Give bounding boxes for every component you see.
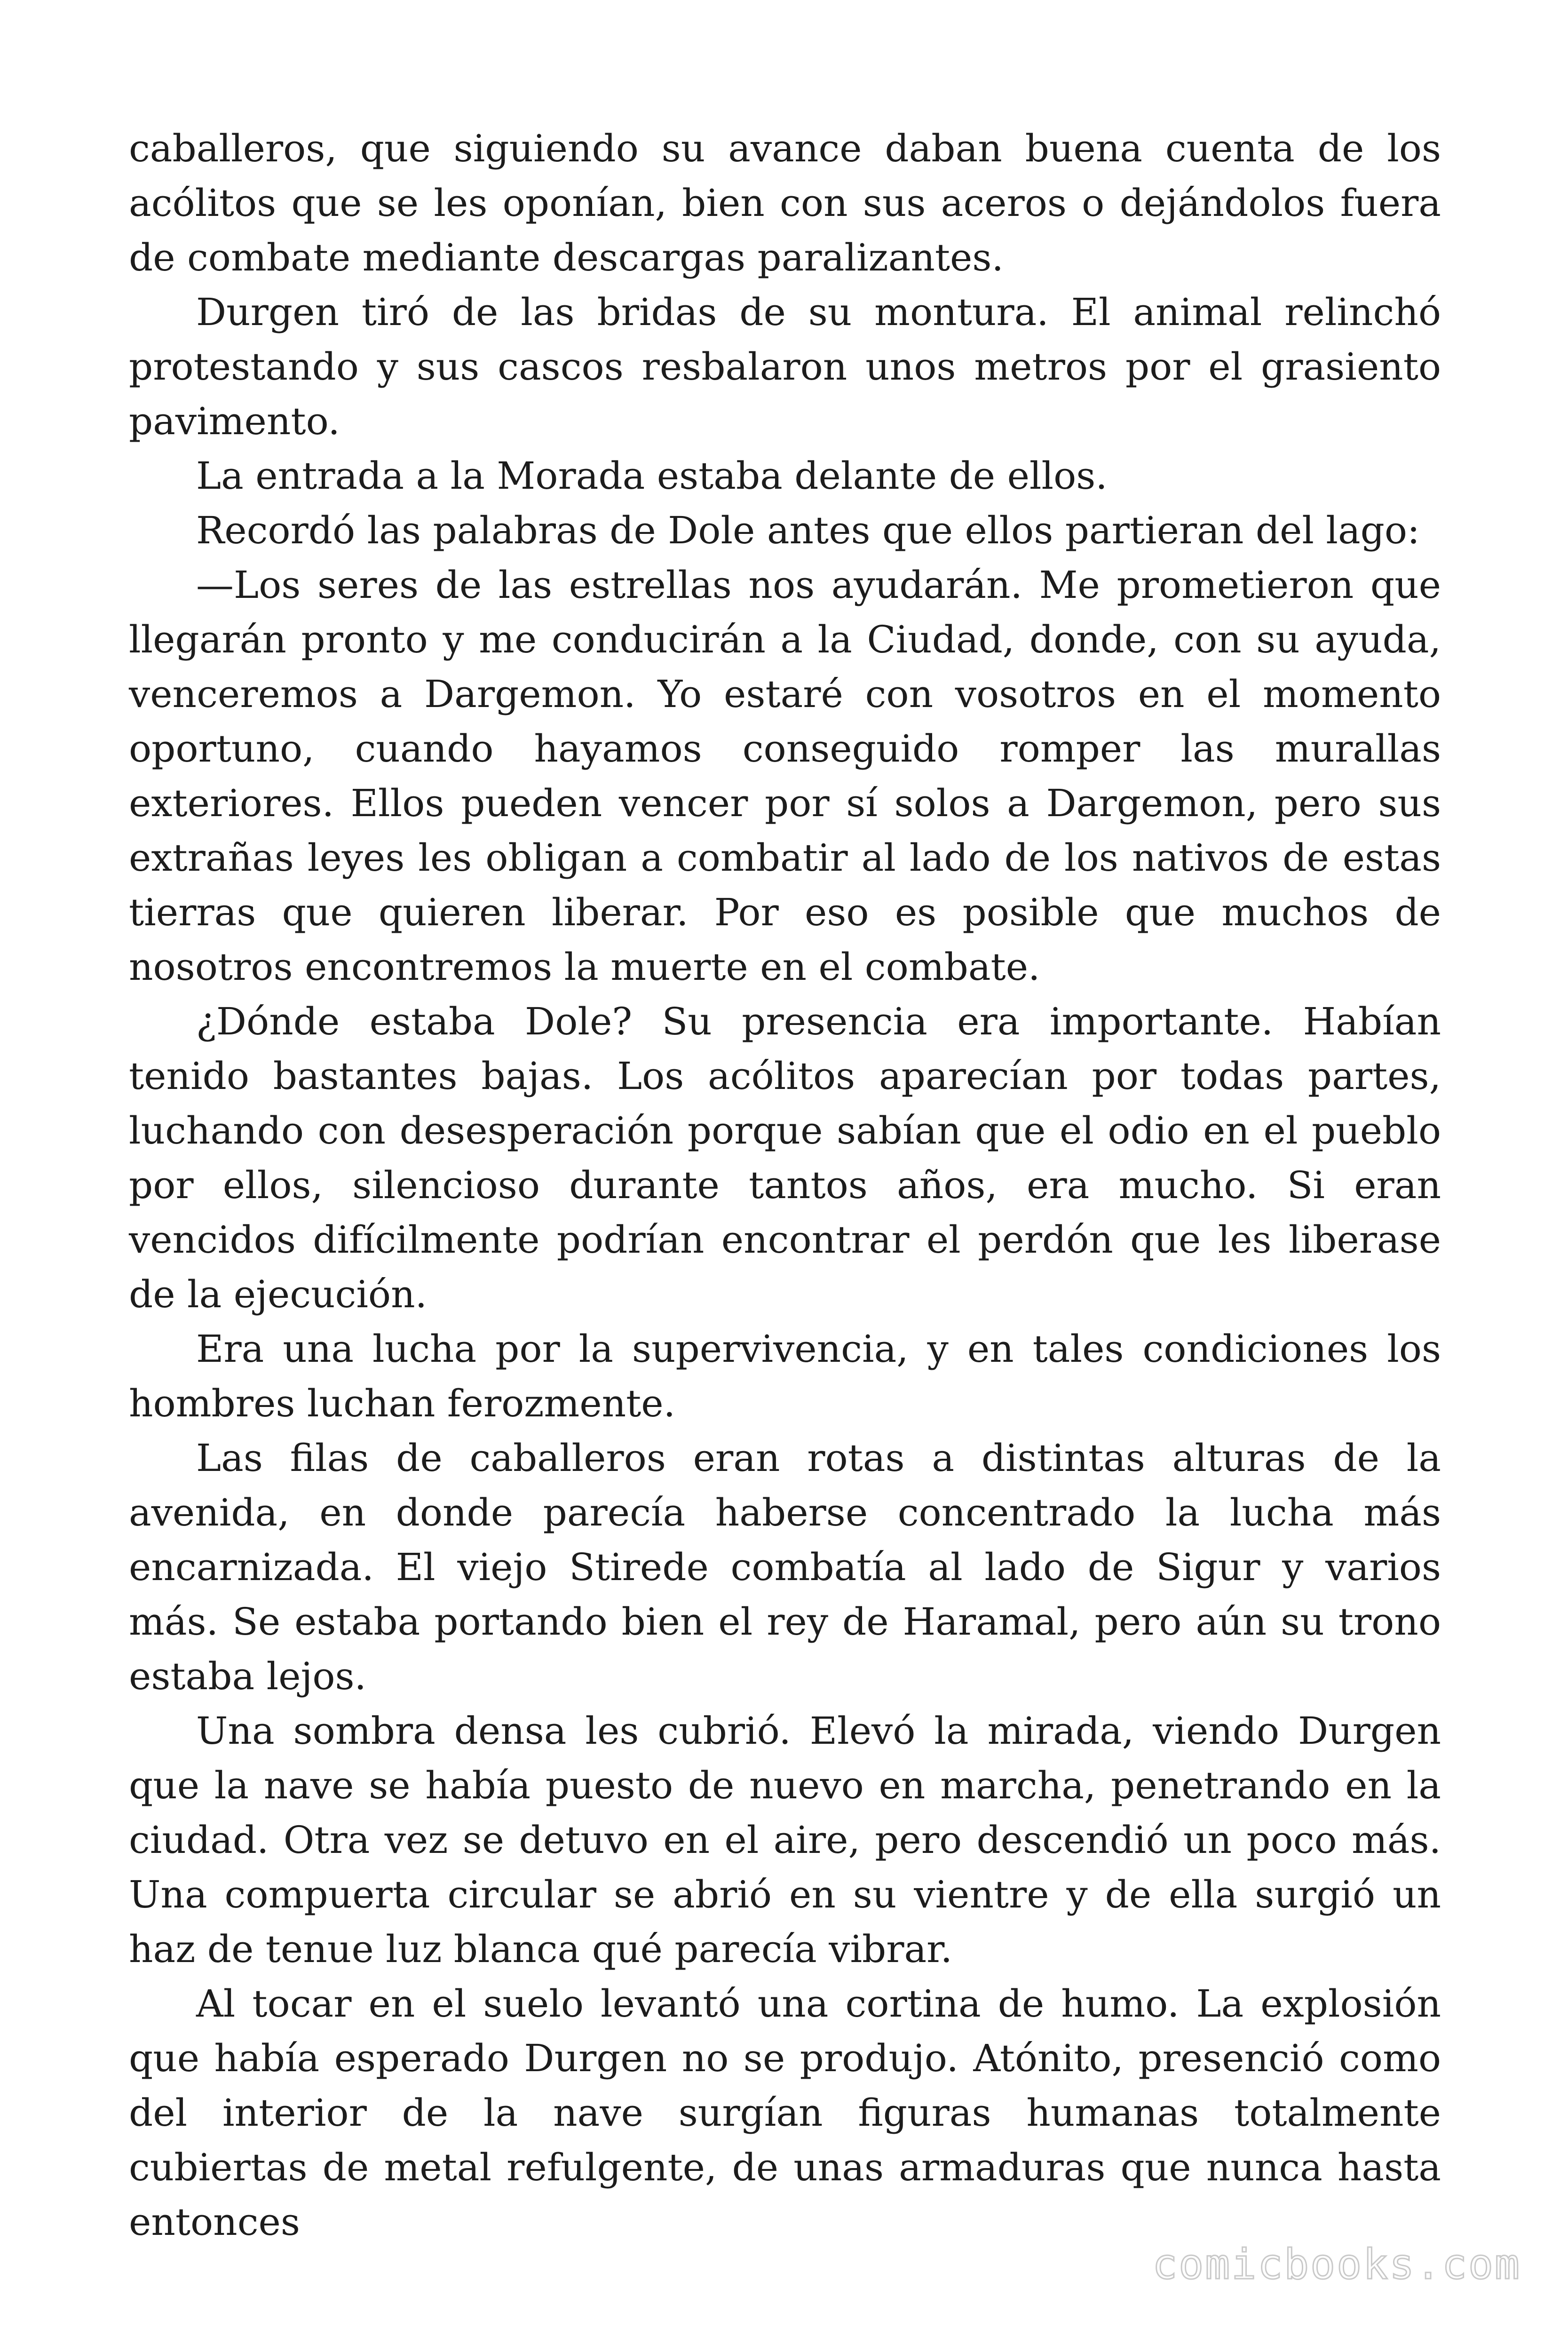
paragraph-1: caballeros, que siguiendo su avance daban buena cuenta de los acólitos que se les oponían, bien con sus aceros o dejándolos fuera de combate mediante descargas paralizantes. (129, 127, 1441, 279)
paragraph-2: Durgen tiró de las bridas de su montura. El animal relinchó protestando y sus cascos resbalaron unos metros por el grasiento pavimento. (129, 290, 1441, 443)
paragraph-5: —Los seres de las estrellas nos ayudarán. Me prometieron que llegarán pronto y me conducirán a la Ciudad, donde, con su ayuda, venceremos a Dargemon. Yo estaré con vosotros en el momento oportuno, cuando hayamos conseguido romper las murallas exteriores. Ellos pueden vencer por sí solos a Dargemon, pero sus extrañas leyes les obligan a combatir al lado de los nativos de estas tierras que quieren liberar. Por eso es posible que muchos de nosotros encontremos la muerte en el combate. (129, 563, 1441, 989)
paragraph-8: Las filas de caballeros eran rotas a distintas alturas de la avenida, en donde parecía haberse concentrado la lucha más encarnizada. El viejo Stirede combatía al lado de Sigur y varios más. Se estaba portando bien el rey de Haramal, pero aún su trono estaba lejos. (129, 1436, 1441, 1698)
paragraph-4: Recordó las palabras de Dole antes que ellos partieran del lago: (196, 509, 1420, 552)
body-text (129, 121, 1441, 2249)
watermark: comicbooks.com (1152, 2240, 1521, 2288)
paragraph-3: La entrada a la Morada estaba delante de ellos. (196, 454, 1108, 498)
paragraph-10: Al tocar en el suelo levantó una cortina de humo. La explosión que había esperado Durgen no se produjo. Atónito, presenció como del interior de la nave surgían figuras humanas totalmente cubiertas de metal refulgente, de unas armaduras que nunca hasta entonces (129, 1982, 1441, 2244)
paragraph-7: Era una lucha por la supervivencia, y en tales condiciones los hombres luchan ferozmente. (129, 1327, 1441, 1425)
paragraph-6: ¿Dónde estaba Dole? Su presencia era importante. Habían tenido bastantes bajas. Los acólitos aparecían por todas partes, luchando con desesperación porque sabían que el odio en el pueblo por ellos, silencioso durante tantos años, era mucho. Si eran vencidos difícilmente podrían encontrar el perdón que les liberase de la ejecución. (129, 1000, 1441, 1316)
paragraph-9: Una sombra densa les cubrió. Elevó la mirada, viendo Durgen que la nave se había puesto de nuevo en marcha, penetrando en la ciudad. Otra vez se detuvo en el aire, pero descendió un poco más. Una compuerta circular se abrió en su vientre y de ella surgió un haz de tenue luz blanca qué parecía vibrar. (129, 1709, 1441, 1971)
